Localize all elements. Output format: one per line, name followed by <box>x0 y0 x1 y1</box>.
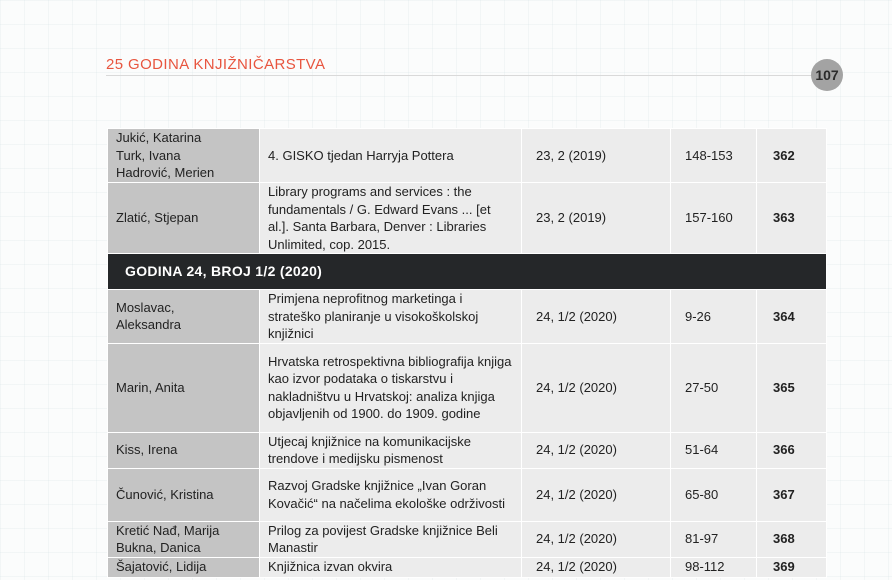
author-line: Moslavac, Aleksandra <box>116 299 182 333</box>
entry-number-cell: 366 <box>757 432 827 468</box>
bibliography-table <box>107 128 827 578</box>
author-cell <box>108 468 260 521</box>
issue-cell: 24, 1/2 (2020) <box>522 521 671 557</box>
table-row <box>108 343 827 432</box>
entry-number-cell: 364 <box>757 290 827 344</box>
pages-cell: 148-153 <box>671 129 757 183</box>
author-cell <box>108 432 260 468</box>
title-cell: Prilog za povijest Gradske knjižnice Beli Manastir <box>260 521 522 557</box>
entry-number-cell: 367 <box>757 468 827 521</box>
author-cell <box>108 343 260 432</box>
title-cell: Library programs and services : the fundamentals / G. Edward Evans ... [et al.]. Santa Barbara, Denver : Libraries Unlimited, cop. 2015. <box>260 183 522 254</box>
author-line: Šajatović, Lidija <box>116 559 207 575</box>
author-cell <box>108 290 260 344</box>
table-row <box>108 129 827 183</box>
author-line: Jukić, Katarina Turk, Ivana Hadrović, Merien <box>116 130 215 181</box>
author-cell <box>108 521 260 557</box>
table-row <box>108 521 827 557</box>
table-row <box>108 290 827 344</box>
section-header: GODINA 24, BROJ 1/2 (2020) <box>108 254 827 290</box>
pages-cell: 27-50 <box>671 343 757 432</box>
author-line: Kretić Nađ, Marija Bukna, Danica <box>116 522 220 555</box>
author-cell <box>108 183 260 254</box>
entry-number-cell: 363 <box>757 183 827 254</box>
table-row <box>108 432 827 468</box>
title-cell: Hrvatska retrospektivna bibliografija knjiga kao izvor podataka o tiskarstvu i nakladništvu u Hrvatskoj: analiza knjiga objavljenih od 1900. do 1909. godine <box>260 343 522 432</box>
pages-cell: 98-112 <box>671 557 757 577</box>
author-line: Kiss, Irena <box>116 442 178 458</box>
title-cell: Knjižnica izvan okvira <box>260 557 522 577</box>
issue-cell: 23, 2 (2019) <box>522 129 671 183</box>
running-head-title: 25 GODINA KNJIŽNIČARSTVA <box>106 56 326 73</box>
author-cell <box>108 129 260 183</box>
table-row <box>108 468 827 521</box>
pages-cell: 65-80 <box>671 468 757 521</box>
issue-cell: 23, 2 (2019) <box>522 183 671 254</box>
entry-number-cell: 365 <box>757 343 827 432</box>
header-rule <box>106 75 812 76</box>
issue-cell: 24, 1/2 (2020) <box>522 343 671 432</box>
section-header-row <box>108 254 827 290</box>
title-cell: Razvoj Gradske knjižnice „Ivan Goran Kovačić“ na načelima ekološke održivosti <box>260 468 522 521</box>
title-cell: 4. GISKO tjedan Harryja Pottera <box>260 129 522 183</box>
author-line: Marin, Anita <box>116 379 185 395</box>
author-line: Zlatić, Stjepan <box>116 210 199 226</box>
issue-cell: 24, 1/2 (2020) <box>522 432 671 468</box>
pages-cell: 157-160 <box>671 183 757 254</box>
pages-cell: 51-64 <box>671 432 757 468</box>
pages-cell: 9-26 <box>671 290 757 344</box>
page-number-badge: 107 <box>811 59 843 91</box>
pages-cell: 81-97 <box>671 521 757 557</box>
issue-cell: 24, 1/2 (2020) <box>522 557 671 577</box>
issue-cell: 24, 1/2 (2020) <box>522 290 671 344</box>
entry-number-cell: 362 <box>757 129 827 183</box>
issue-cell: 24, 1/2 (2020) <box>522 468 671 521</box>
title-cell: Primjena neprofitnog marketinga i strateško planiranje u visokoškolskoj knjižnici <box>260 290 522 344</box>
table-row <box>108 183 827 254</box>
entry-number-cell: 368 <box>757 521 827 557</box>
title-cell: Utjecaj knjižnice na komunikacijske trendove i medijsku pismenost <box>260 432 522 468</box>
author-cell <box>108 557 260 577</box>
entry-number-cell: 369 <box>757 557 827 577</box>
table-row <box>108 557 827 577</box>
author-line: Čunović, Kristina <box>116 486 214 502</box>
